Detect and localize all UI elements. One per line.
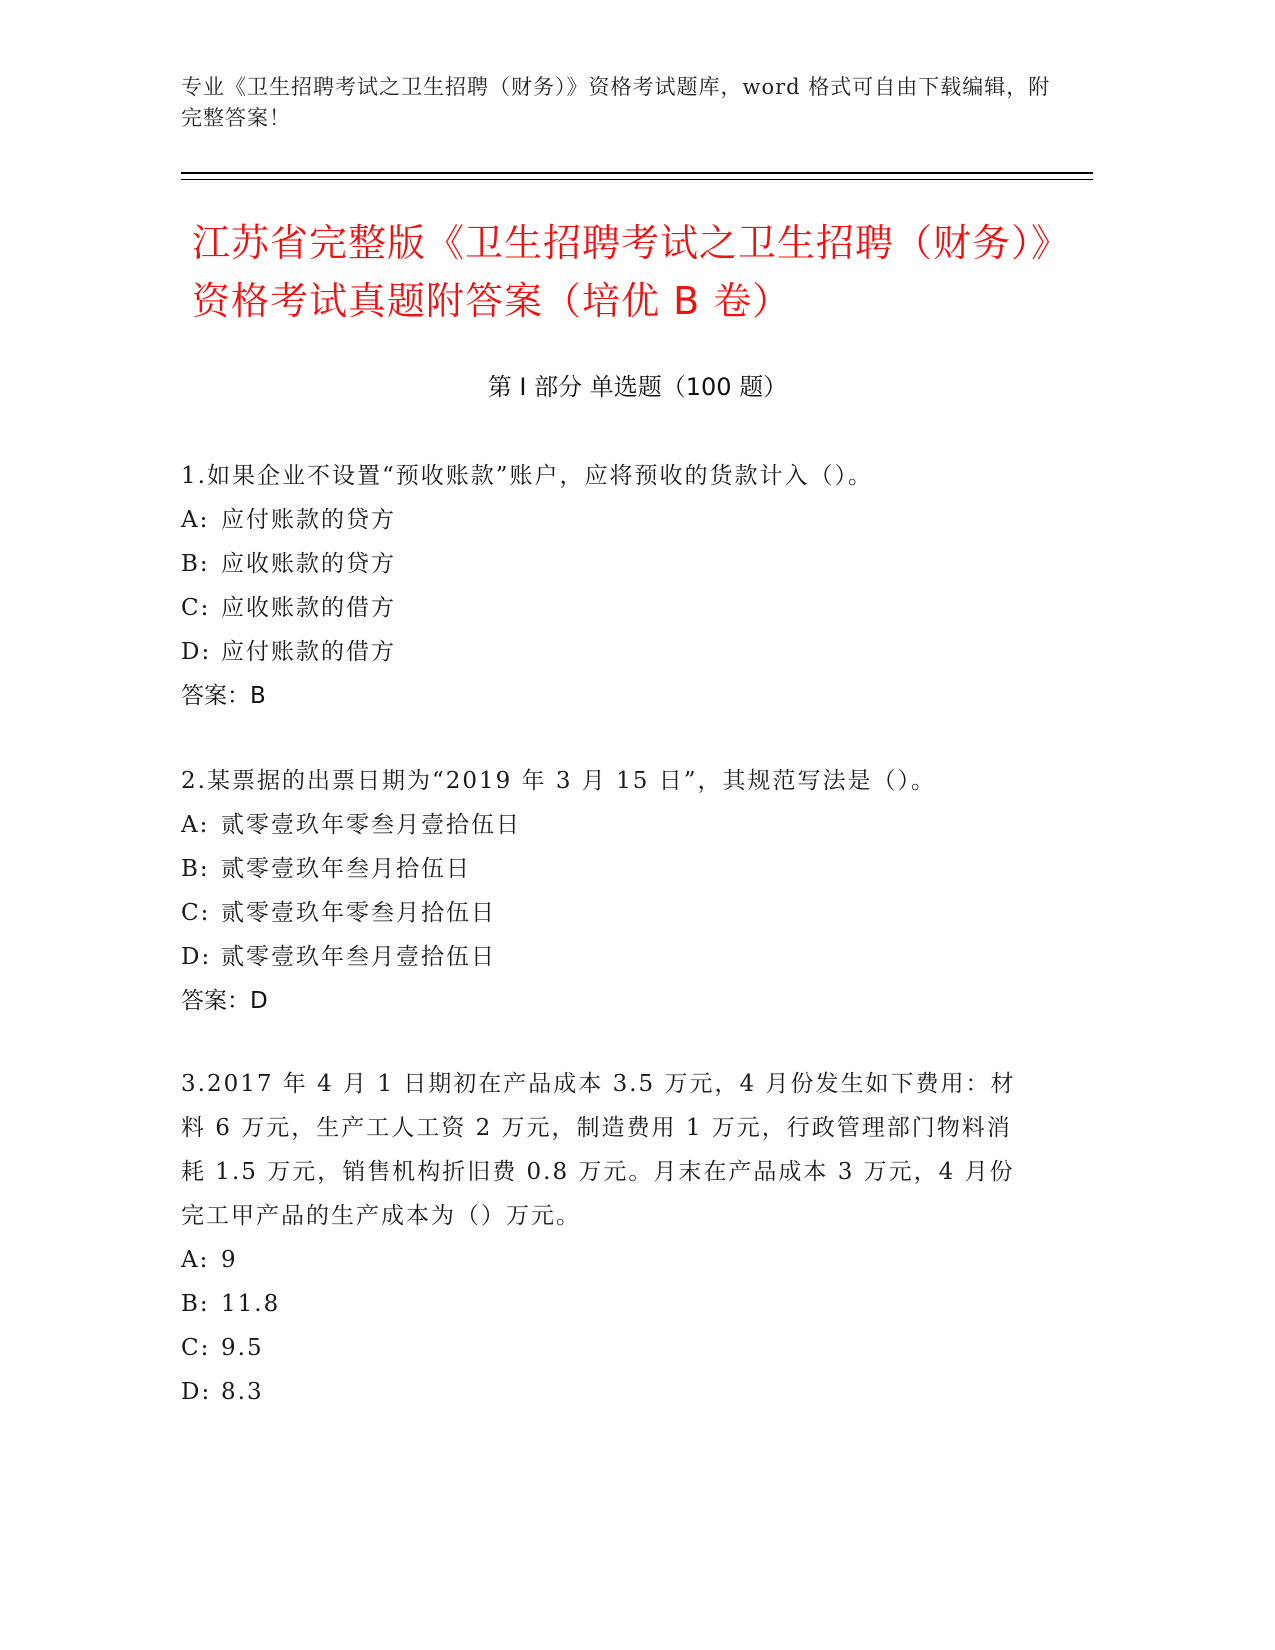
document-title: 江苏省完整版《卫生招聘考试之卫生招聘（财务）》资格考试真题附答案（培优 B 卷）	[192, 221, 1071, 323]
option-key: A:	[181, 507, 210, 533]
option-key: A:	[181, 1247, 210, 1273]
option-d	[181, 1370, 1021, 1414]
option-key: D:	[181, 639, 212, 665]
option-b	[181, 542, 1021, 586]
option-text: 9.5	[221, 1335, 264, 1361]
header-note: 专业《卫生招聘考试之卫生招聘（财务）》资格考试题库，word 格式可自由下载编辑，附完整答案！	[181, 75, 1051, 130]
option-text: 贰零壹玖年零叁月壹拾伍日	[221, 812, 521, 838]
answer: 答案：D	[181, 988, 268, 1014]
option-b	[181, 847, 1021, 891]
question-stem: 3.2017 年 4 月 1 日期初在产品成本 3.5 万元，4 月份发生如下费用：材料 6 万元，生产工人工资 2 万元，制造费用 1 万元，行政管理部门物料消耗 1.5 万元，销售机构折旧费 0.8 万元。月末在产品成本 3 万元，4 月份完工甲产品的生产成本为（）万元。	[181, 1071, 1016, 1229]
option-key: D:	[181, 944, 212, 970]
question-2	[181, 759, 1021, 1023]
option-c	[181, 1326, 1021, 1370]
option-a	[181, 803, 1021, 847]
option-key: C:	[181, 595, 211, 621]
option-key: D:	[181, 1379, 212, 1405]
header-rule-thin	[181, 179, 1093, 180]
option-c	[181, 586, 1021, 630]
option-d	[181, 630, 1021, 674]
option-a	[181, 498, 1021, 542]
option-text: 应付账款的借方	[221, 639, 396, 665]
option-text: 贰零壹玖年零叁月拾伍日	[221, 900, 496, 926]
option-text: 应收账款的贷方	[221, 551, 396, 577]
option-key: C:	[181, 1335, 211, 1361]
option-text: 8.3	[221, 1379, 264, 1405]
section-title: 第 I 部分 单选题（100 题）	[487, 373, 788, 401]
header-rule-thick	[181, 172, 1093, 174]
option-a	[181, 1238, 1021, 1282]
option-text: 贰零壹玖年叁月壹拾伍日	[221, 944, 496, 970]
question-3	[181, 1062, 1021, 1414]
option-text: 应收账款的借方	[221, 595, 396, 621]
option-c	[181, 891, 1021, 935]
option-key: B:	[181, 551, 210, 577]
option-key: C:	[181, 900, 211, 926]
option-b	[181, 1282, 1021, 1326]
question-1	[181, 454, 1021, 718]
question-stem: 1.如果企业不设置“预收账款”账户，应将预收的货款计入（）。	[181, 463, 873, 489]
option-d	[181, 935, 1021, 979]
option-text: 贰零壹玖年叁月拾伍日	[221, 856, 471, 882]
option-text: 11.8	[221, 1291, 281, 1317]
option-key: B:	[181, 856, 210, 882]
option-key: A:	[181, 812, 210, 838]
option-text: 9	[221, 1247, 238, 1273]
answer: 答案：B	[181, 683, 266, 709]
question-stem: 2.某票据的出票日期为“2019 年 3 月 15 日”，其规范写法是（）。	[181, 768, 936, 794]
option-text: 应付账款的贷方	[221, 507, 396, 533]
option-key: B:	[181, 1291, 210, 1317]
